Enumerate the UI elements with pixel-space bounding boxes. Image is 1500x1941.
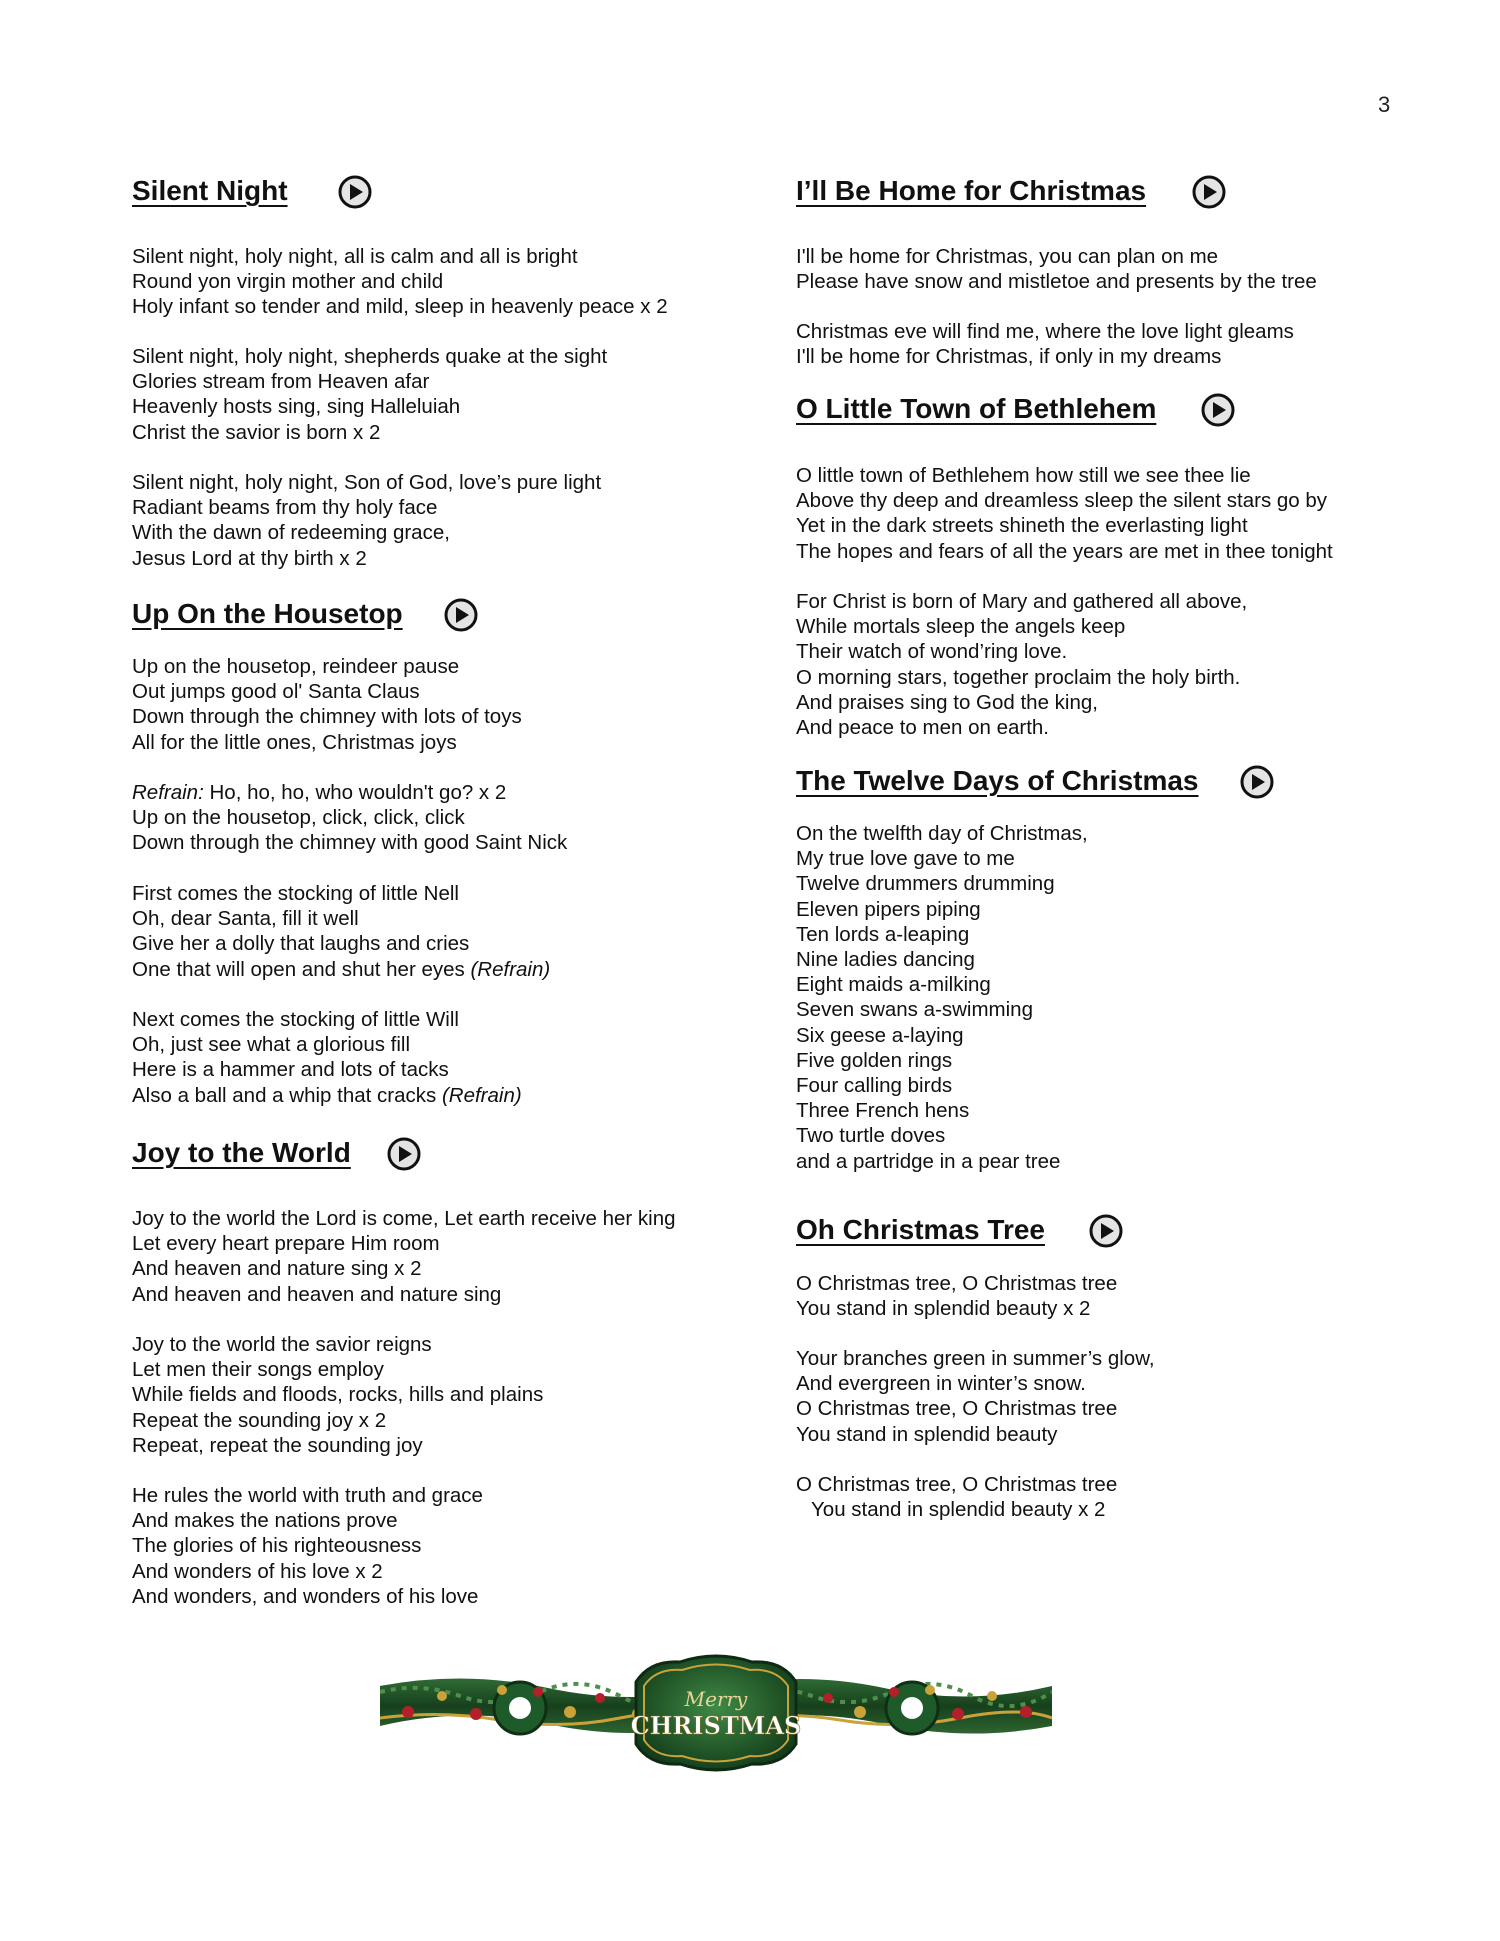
lyric-line: Up on the housetop, reindeer pause: [132, 655, 460, 678]
play-icon[interactable]: [441, 595, 481, 635]
lyric-line: You stand in splendid beauty: [796, 1422, 1058, 1446]
lyric-line: O Christmas tree, O Christmas tree: [796, 1397, 1118, 1421]
refrain-text: Ho, ho, ho, who wouldn't go? x 2: [209, 781, 507, 804]
stanza: [796, 463, 1333, 564]
song-up-on-the-housetop: [132, 597, 752, 1107]
lyric-line: For Christ is born of Mary and gathered all above,: [796, 590, 1248, 613]
lyric-line: Glories stream from Heaven afar: [132, 370, 430, 394]
play-icon[interactable]: [1198, 390, 1238, 430]
lyric-line: First comes the stocking of little Nell: [132, 882, 459, 905]
lyric-line: You stand in splendid beauty x 2: [796, 1297, 1091, 1321]
stanza: [796, 1271, 1117, 1321]
lyric-line: Give her a dolly that laughs and cries: [132, 932, 470, 956]
lyric-line: Up on the housetop, click, click, click: [132, 806, 465, 830]
lyric-line: Down through the chimney with lots of toys: [132, 705, 522, 729]
lyric-line: Yet in the dark streets shineth the everlasting light: [796, 514, 1248, 538]
song-oh-christmas-tree: [796, 1213, 1416, 1522]
stanza: [796, 589, 1247, 740]
stanza: [132, 1332, 543, 1458]
song-title: Oh Christmas Tree: [796, 1214, 1045, 1245]
lyric-line: O morning stars, together proclaim the holy birth.: [796, 665, 1241, 689]
lyric-line: Silent night, holy night, all is calm and all is bright: [132, 245, 578, 268]
lyric-line: Jesus Lord at thy birth x 2: [132, 546, 367, 570]
lyric-line: O little town of Bethlehem how still we see thee lie: [796, 464, 1251, 487]
song-header: [132, 1136, 752, 1176]
page-number: 3: [1378, 92, 1391, 117]
lyric-line: Heavenly hosts sing, sing Halleluiah: [132, 395, 461, 419]
lyric-line: Two turtle doves: [796, 1124, 946, 1148]
stanza: [132, 654, 522, 755]
lyric-line: Christ the savior is born x 2: [132, 420, 381, 444]
lyric-line: Oh, dear Santa, fill it well: [132, 907, 359, 931]
play-icon[interactable]: [1237, 762, 1277, 802]
lyric-line: Twelve drummers drumming: [796, 872, 1055, 896]
refrain-marker: (Refrain): [441, 1083, 522, 1107]
song-header: [132, 597, 752, 637]
lyric-line: O Christmas tree, O Christmas tree: [796, 1272, 1118, 1295]
song-ill-be-home-for-christmas: [796, 174, 1416, 369]
lyric-line: [132, 780, 567, 805]
lyric-line: Repeat the sounding joy x 2: [132, 1408, 387, 1432]
lyric-line: With the dawn of redeeming grace,: [132, 521, 450, 545]
lyric-line: And wonders of his love x 2: [132, 1559, 383, 1583]
merry-christmas-banner: [380, 1652, 1052, 1776]
lyric-line: Eleven pipers piping: [796, 897, 981, 921]
lyric-line: You stand in splendid beauty x 2: [811, 1498, 1106, 1522]
song-title: Joy to the World: [132, 1137, 351, 1168]
play-icon[interactable]: [384, 1134, 424, 1174]
lyric-line: Their watch of wond’ring love.: [796, 640, 1068, 664]
lyric-line: Let every heart prepare Him room: [132, 1232, 440, 1256]
lyric-text: One that will open and shut her eyes: [132, 957, 465, 981]
stanza: [796, 1346, 1155, 1447]
stanza: [796, 319, 1294, 369]
lyric-line: And heaven and heaven and nature sing: [132, 1282, 502, 1306]
lyric-line: I'll be home for Christmas, you can plan on me: [796, 245, 1219, 268]
lyric-line: While mortals sleep the angels keep: [796, 615, 1126, 639]
song-title: The Twelve Days of Christmas: [796, 765, 1199, 796]
lyric-line: Six geese a-laying: [796, 1023, 964, 1047]
song-title: I’ll Be Home for Christmas: [796, 175, 1147, 206]
stanza: [132, 244, 668, 320]
song-the-twelve-days-of-christmas: [796, 764, 1416, 1173]
lyric-line: Joy to the world the Lord is come, Let earth receive her king: [132, 1207, 676, 1230]
song-header: [796, 392, 1416, 432]
stanza: [796, 244, 1317, 294]
lyric-line: Five golden rings: [796, 1048, 953, 1072]
refrain-label: Refrain:: [132, 781, 204, 804]
lyric-line: Nine ladies dancing: [796, 948, 975, 972]
lyric-line: All for the little ones, Christmas joys: [132, 730, 457, 754]
lyric-line: Please have snow and mistletoe and presents by the tree: [796, 270, 1317, 294]
song-header: [796, 764, 1416, 804]
lyric-line: Round yon virgin mother and child: [132, 270, 444, 294]
lyric-line: Next comes the stocking of little Will: [132, 1008, 459, 1031]
lyric-line: Down through the chimney with good Saint Nick: [132, 831, 568, 855]
lyric-line: Christmas eve will find me, where the love light gleams: [796, 320, 1294, 343]
banner-merry-text: Merry: [684, 1687, 748, 1711]
lyric-line: Joy to the world the savior reigns: [132, 1333, 432, 1356]
lyric-line: And wonders, and wonders of his love: [132, 1584, 479, 1608]
song-joy-to-the-world: [132, 1136, 752, 1608]
garland-image: [380, 1652, 1052, 1776]
song-silent-night: [132, 174, 752, 570]
play-icon[interactable]: [1189, 172, 1229, 212]
lyric-text: Also a ball and a whip that cracks: [132, 1083, 437, 1107]
lyric-line: Eight maids a-milking: [796, 973, 991, 997]
song-title: Silent Night: [132, 175, 288, 206]
lyric-line: Silent night, holy night, shepherds quake at the sight: [132, 345, 608, 368]
stanza: [132, 344, 607, 445]
lyric-line: Four calling birds: [796, 1074, 953, 1098]
play-icon[interactable]: [335, 172, 375, 212]
lyric-line: He rules the world with truth and grace: [132, 1484, 483, 1507]
lyric-line: [132, 957, 550, 982]
lyric-line: And peace to men on earth.: [796, 716, 1050, 740]
song-title: Up On the Housetop: [132, 598, 403, 629]
banner-christmas-text: CHRISTMAS: [630, 1711, 802, 1740]
stanza: [132, 881, 550, 982]
lyric-line: Your branches green in summer’s glow,: [796, 1347, 1155, 1370]
stanza: [132, 1007, 522, 1108]
lyric-line: I'll be home for Christmas, if only in my dreams: [796, 345, 1222, 369]
lyric-line: O Christmas tree, O Christmas tree: [796, 1473, 1118, 1496]
play-icon[interactable]: [1086, 1211, 1126, 1251]
lyric-line: Holy infant so tender and mild, sleep in heavenly peace x 2: [132, 295, 668, 319]
song-o-little-town-of-bethlehem: [796, 392, 1416, 740]
lyric-line: and a partridge in a pear tree: [796, 1149, 1061, 1173]
song-header: [796, 1213, 1416, 1253]
lyric-line: And heaven and nature sing x 2: [132, 1257, 422, 1281]
lyric-line: Ten lords a-leaping: [796, 922, 970, 946]
lyric-line: Here is a hammer and lots of tacks: [132, 1058, 449, 1082]
lyric-line: Above thy deep and dreamless sleep the silent stars go by: [796, 489, 1328, 513]
lyric-line: While fields and floods, rocks, hills and plains: [132, 1383, 544, 1407]
song-header: [132, 174, 752, 214]
stanza: [132, 1483, 483, 1609]
lyric-line: And makes the nations prove: [132, 1509, 398, 1533]
stanza: [132, 1206, 676, 1307]
lyric-line: On the twelfth day of Christmas,: [796, 822, 1088, 845]
song-header: [796, 174, 1416, 214]
lyric-line: Repeat, repeat the sounding joy: [132, 1433, 423, 1457]
refrain-stanza: [132, 780, 567, 856]
song-title: O Little Town of Bethlehem: [796, 393, 1157, 424]
refrain-marker: (Refrain): [470, 957, 551, 981]
stanza: [796, 821, 1088, 1174]
lyric-line: Seven swans a-swimming: [796, 998, 1033, 1022]
lyric-line: And praises sing to God the king,: [796, 690, 1098, 714]
lyric-line: The glories of his righteousness: [132, 1534, 422, 1558]
lyric-line: [132, 1083, 522, 1108]
lyric-line: The hopes and fears of all the years are met in thee tonight: [796, 539, 1333, 563]
lyric-line: Let men their songs employ: [132, 1358, 384, 1382]
lyric-line: Radiant beams from thy holy face: [132, 496, 438, 520]
lyric-line: Out jumps good ol' Santa Claus: [132, 680, 420, 704]
lyric-line: Three French hens: [796, 1099, 970, 1123]
lyric-line: My true love gave to me: [796, 847, 1015, 871]
lyric-line: And evergreen in winter’s snow.: [796, 1372, 1086, 1396]
lyric-line: Oh, just see what a glorious fill: [132, 1033, 411, 1057]
stanza: [796, 1472, 1117, 1522]
stanza: [132, 470, 601, 571]
lyric-line: Silent night, holy night, Son of God, love’s pure light: [132, 471, 602, 494]
